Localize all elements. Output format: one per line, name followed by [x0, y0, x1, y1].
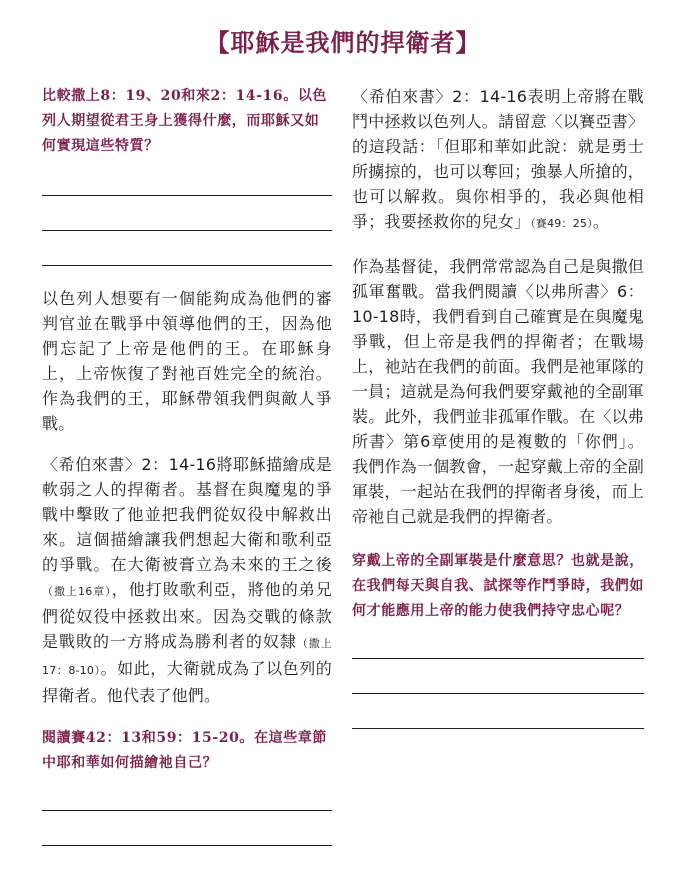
answer-lines-1 — [42, 161, 332, 266]
paragraph-2-text-a: 〈希伯來書〉2：14-16將耶穌描繪成是軟弱之人的捍衛者。基督在與魔鬼的爭戰中擊敗了他並把我們從奴役中解救出來。這個描繪讓我們想起大衛和歌利亞的爭戰。在大衛被膏立為未來的王之後 — [42, 455, 332, 574]
paragraph-2-text-c: 。如此，大衛就成為了以色列的捍衛者。他代表了他們。 — [42, 659, 332, 705]
answer-line — [42, 196, 332, 231]
page-title: 【耶穌是我們的捍衛者】 — [205, 28, 481, 57]
scripture-reference: （撒上16章） — [42, 585, 112, 598]
question-2: 閱讀賽42：13和59：15-20。在這些章節中耶和華如何描繪祂自己？ — [42, 730, 328, 771]
answer-lines-2 — [42, 776, 332, 846]
right-column — [352, 84, 644, 729]
answer-line — [352, 624, 644, 659]
answer-line — [42, 231, 332, 266]
answer-lines-3 — [352, 624, 644, 729]
question-3: 穿戴上帝的全副軍裝是什麼意思？也就是說，在我們每天與自我、試探等作鬥爭時，我們如何才能應用上帝的能力使我們持守忠心呢？ — [352, 553, 644, 619]
answer-line — [42, 811, 332, 846]
answer-line — [352, 694, 644, 729]
answer-line — [42, 161, 332, 196]
question-1: 比較撒上8：19、20和來2：14-16。以色列人期望從君王身上獲得什麼，而耶穌又如何實現這些特質？ — [42, 88, 328, 154]
paragraph-4: 作為基督徒，我們常常認為自己是與撒但孤軍奮戰。當我們閱讀〈以弗所書〉6：10-18時，我們看到自己確實是在與魔鬼爭戰，但上帝是我們的捍衛者；在戰場上，祂站在我們的前面。我們是祂軍隊的一員；這就是為何我們要穿戴祂的全副軍裝。此外，我們並非孤軍作戰。在〈以弗所書〉第6章使用的是複數的「你們」。我們作為一個教會，一起穿戴上帝的全副軍裝，一起站在我們的捍衛者身後，而上帝祂自己就是我們的捍衛者。 — [352, 257, 644, 526]
answer-line — [42, 776, 332, 811]
left-column — [42, 84, 332, 846]
paragraph-3 — [352, 84, 644, 236]
scripture-reference: （撒上17：8-10） — [42, 637, 332, 677]
answer-line — [352, 659, 644, 694]
paragraph-2 — [42, 452, 332, 708]
paragraph-3-text-b: 。 — [592, 212, 610, 231]
paragraph-2-text-b: ，他打敗歌利亞，將他的弟兄們從奴役中拯救出來。因為交戰的條款是戰敗的一方將成為勝利者的奴隸 — [42, 580, 332, 651]
paragraph-1: 以色列人想要有一個能夠成為他們的審判官並在戰爭中領導他們的王，因為他們忘記了上帝是他們的王。在耶穌身上，上帝恢復了對祂百姓完全的統治。作為我們的王，耶穌帶領我們與敵人爭戰。 — [42, 289, 332, 433]
paragraph-3-text-a: 〈希伯來書〉2：14-16表明上帝將在戰鬥中拯救以色列人。請留意〈以賽亞書〉的這段話：「但耶和華如此說：就是勇士所擄掠的，也可以奪回；強暴人所搶的，也可以解救。與你相爭的，我必與他相爭；我要拯救你的兒女」 — [352, 87, 644, 231]
scripture-reference: （賽49：25） — [530, 217, 593, 230]
